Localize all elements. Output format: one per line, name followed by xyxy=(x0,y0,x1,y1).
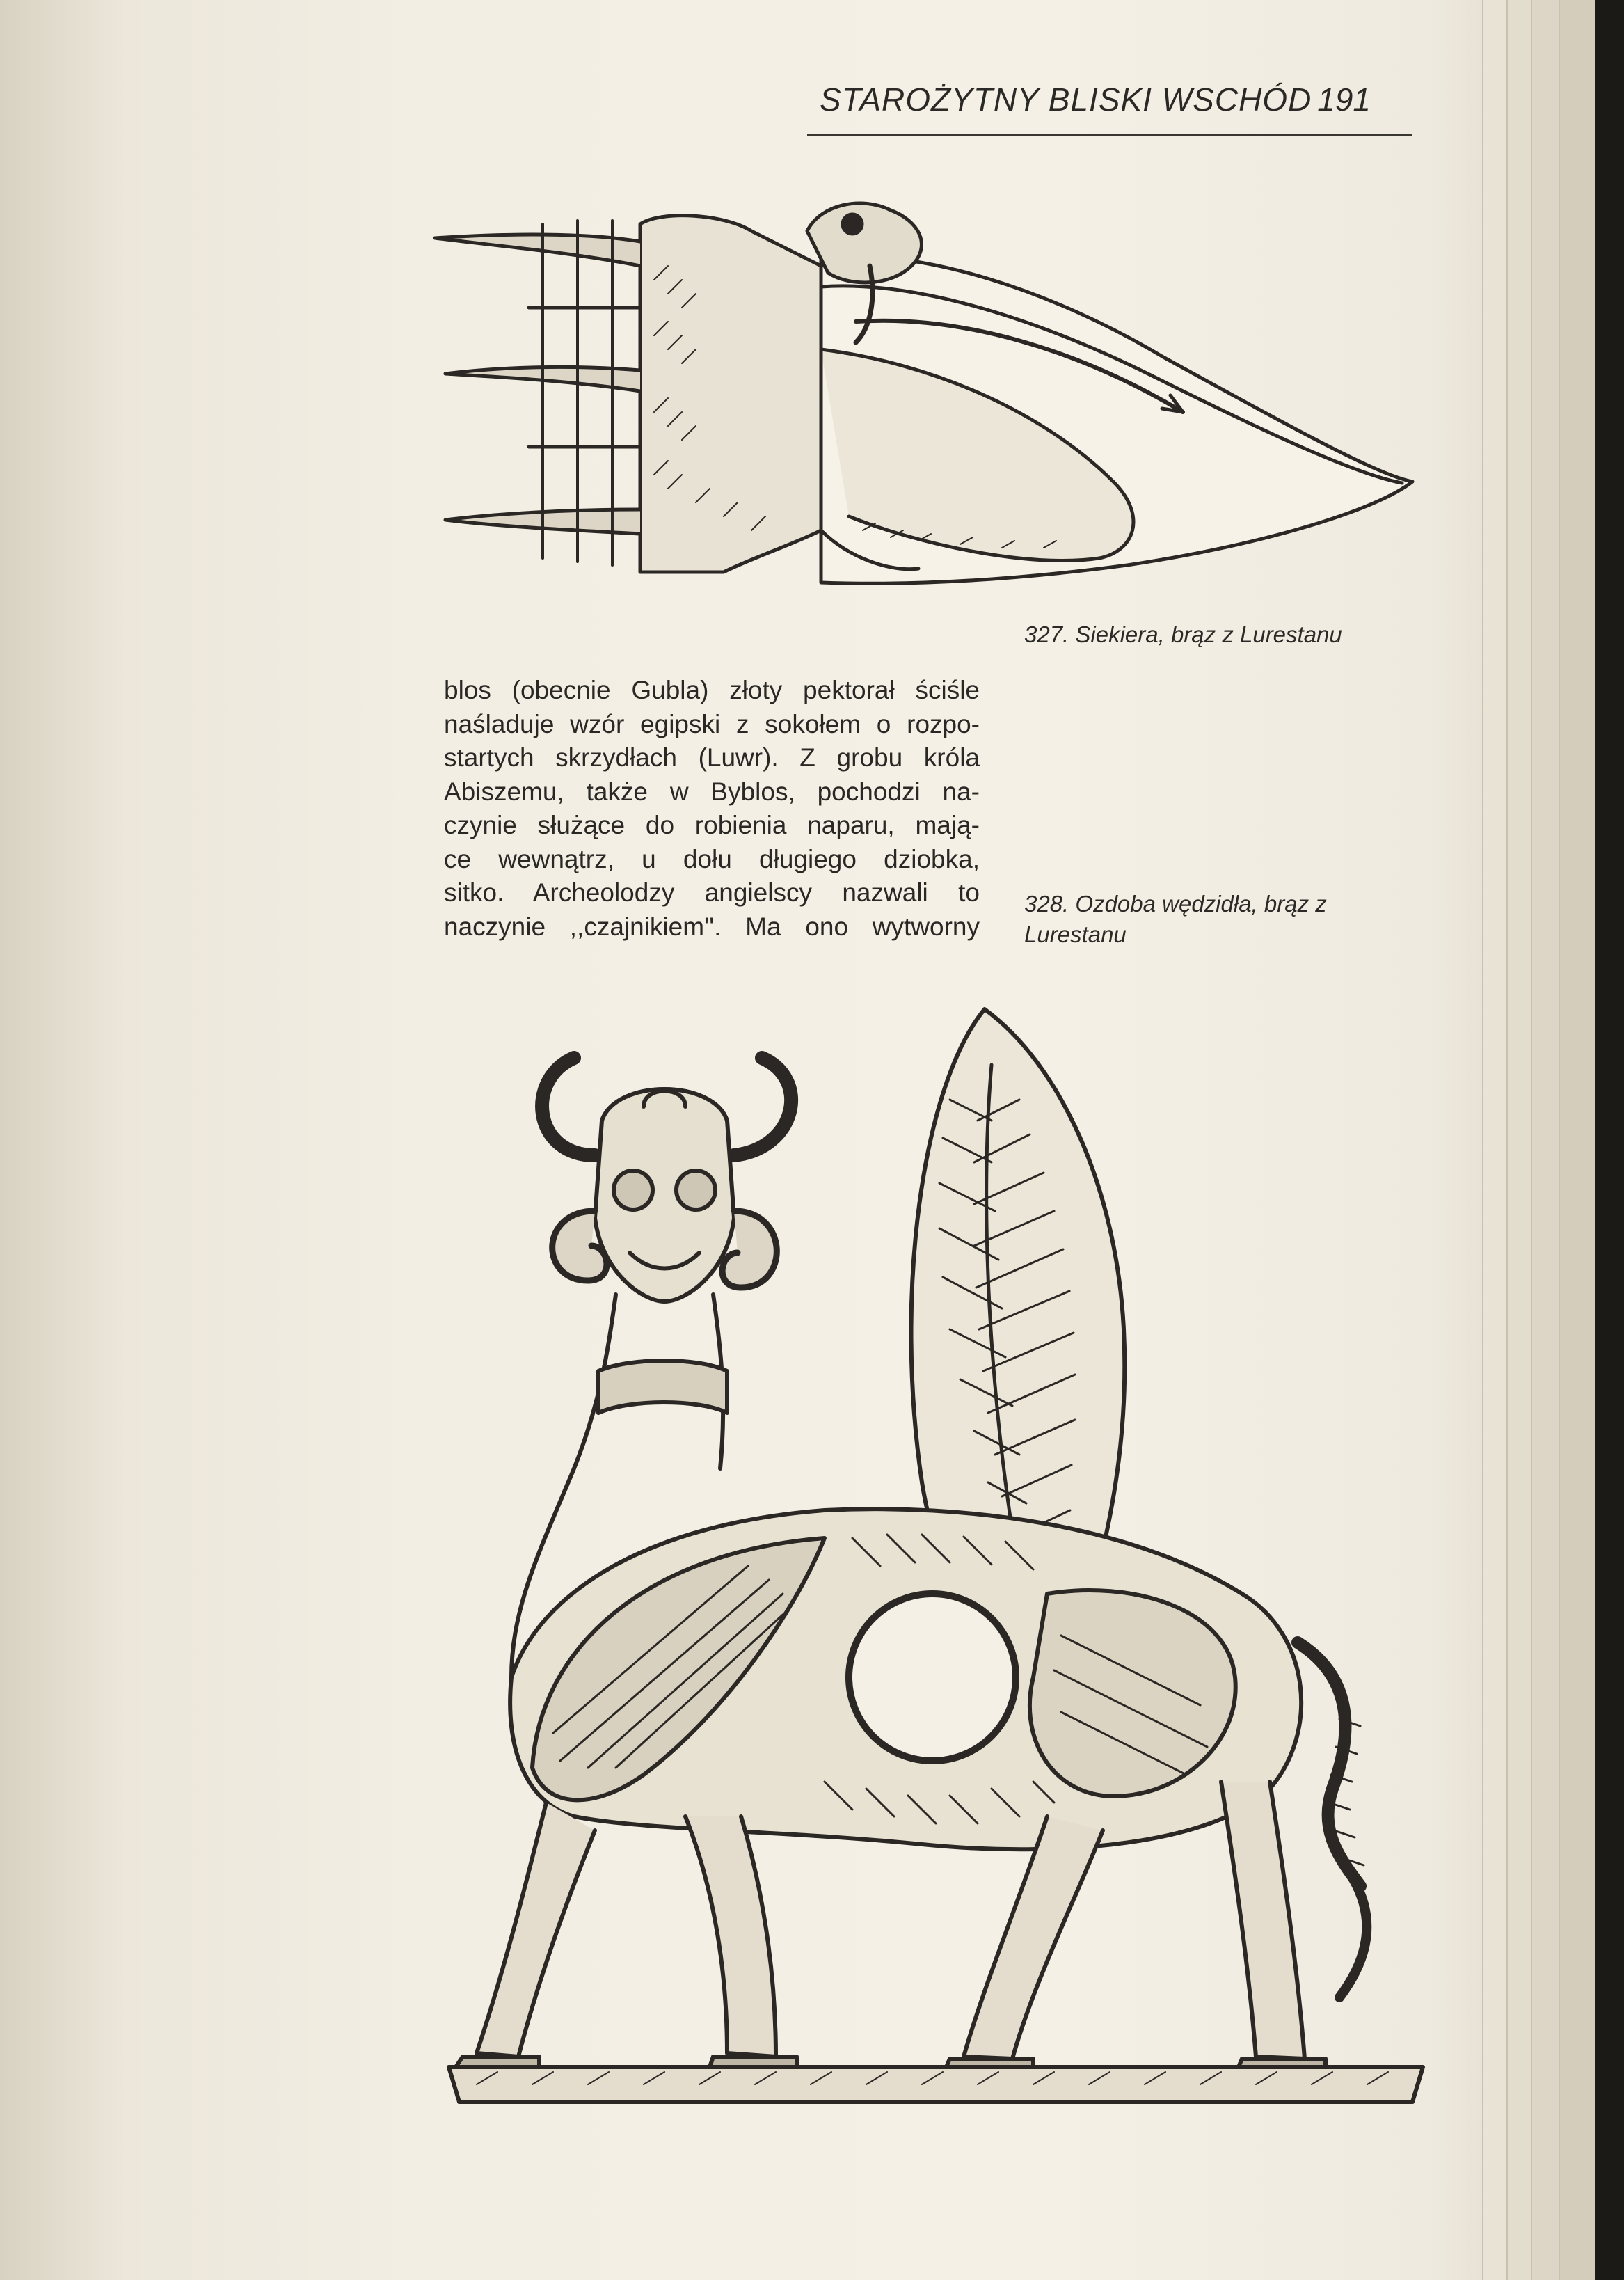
page-edge xyxy=(1559,0,1595,2280)
middle-column-line: startych skrzydłach (Luwr). Z grobu króla xyxy=(444,743,980,772)
middle-column-line: czynie służące do robienia naparu, mają- xyxy=(444,811,980,839)
running-title: STAROŻYTNY BLISKI WSCHÓD xyxy=(820,81,1312,118)
figure-328-caption: 328. Ozdoba wędzidła, brąz z Lurestanu xyxy=(1024,891,1327,947)
middle-column-line: naśladuje wzór egipski z sokołem o rozpo- xyxy=(444,709,980,738)
middle-column-line: sitko. Archeolodzy angielscy nazwali to xyxy=(444,878,980,907)
figure-328-winged-bull-illustration xyxy=(435,981,1437,2109)
running-header xyxy=(807,78,1412,136)
middle-column-line: Abiszemu, także w Byblos, pochodzi na- xyxy=(444,777,980,806)
page-number: 191 xyxy=(1317,81,1371,118)
left-text-column xyxy=(0,0,445,2280)
middle-column-line: ce wewnątrz, u dołu długiego dziobka, xyxy=(444,844,980,873)
figure-327-caption: 327. Siekiera, brąz z Lurestanu xyxy=(1024,622,1342,647)
middle-text-column xyxy=(444,674,980,944)
figure-327-axe-illustration xyxy=(431,182,1419,600)
middle-column-line: naczynie ,,czajnikiem''. Ma ono wytworny xyxy=(444,912,980,941)
middle-column-line: blos (obecnie Gubla) złoty pektorał ściśle xyxy=(444,676,980,704)
